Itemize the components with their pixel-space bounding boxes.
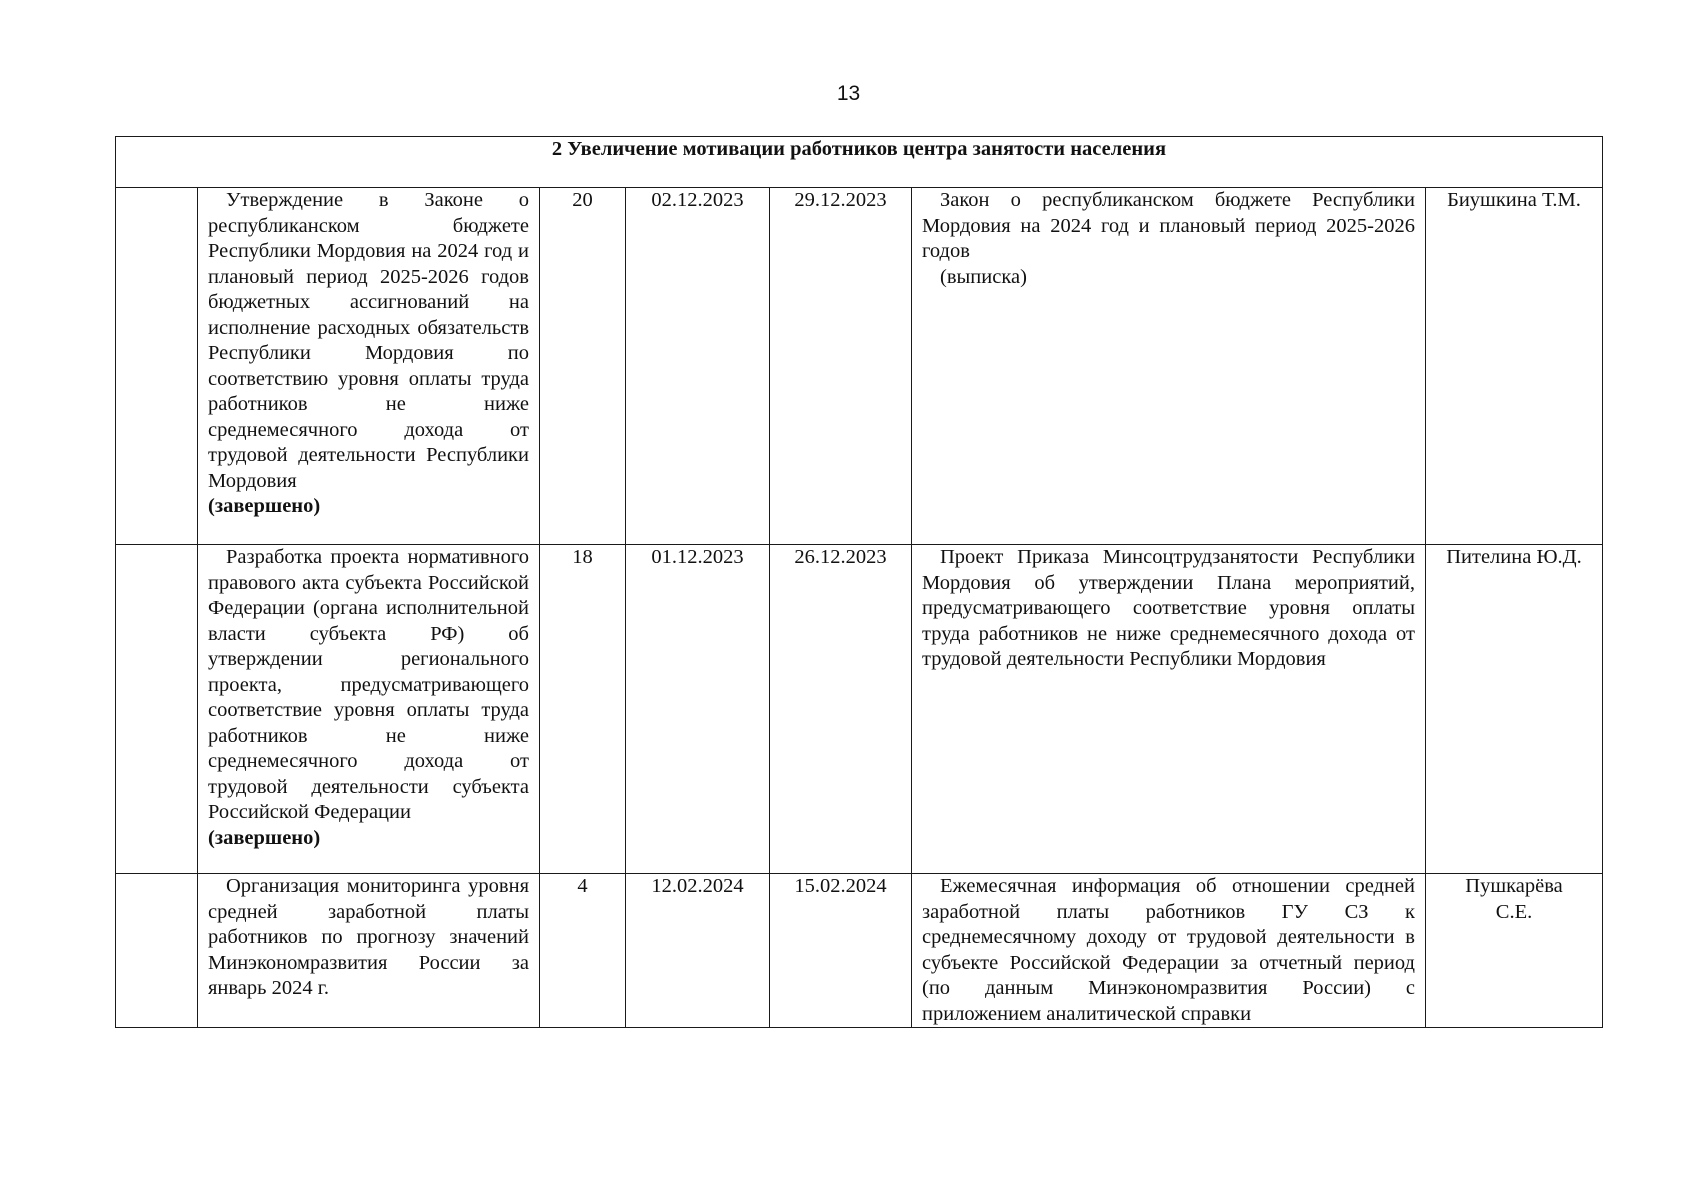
responsible-cell: Пителина Ю.Д.	[1426, 545, 1603, 874]
result-text: Ежемесячная информация об отношении средней заработной платы работников ГУ СЗ к среднемесячному доходу от трудовой деятельности в субъекте Российской Федерации за отчетный период (по данным Минэкономразвития России) с приложением аналитической справки	[922, 875, 1415, 1025]
row-number-cell	[116, 188, 198, 545]
task-cell	[198, 874, 540, 1028]
result-text: Закон о республиканском бюджете Республики Мордовия на 2024 год и плановый период 2025-2026 годов	[922, 189, 1415, 262]
result-cell	[912, 545, 1426, 874]
result-text: Проект Приказа Минсоцтрудзанятости Республики Мордовия об утверждении Плана мероприятий, предусматривающего соответствие уровня оплаты труда работников не ниже среднемесячного дохода от трудовой деятельности Республики Мордовия	[922, 546, 1415, 670]
end-date-cell: 26.12.2023	[770, 545, 912, 874]
table-row	[116, 188, 1603, 545]
task-text: Организация мониторинга уровня средней заработной платы работников по прогнозу значений Минэкономразвития России за январь 2024 г.	[208, 875, 529, 999]
page-number: 13	[836, 82, 861, 105]
duration-cell: 18	[540, 545, 626, 874]
start-date-cell: 01.12.2023	[626, 545, 770, 874]
task-text: Утверждение в Законе о республиканском бюджете Республики Мордовия на 2024 год и плановый период 2025-2026 годов бюджетных ассигнований на исполнение расходных обязательств Республики Мордовия по соответствию уровня оплаты труда работников не ниже среднемесячного дохода от трудовой деятельности Республики Мордовия	[208, 189, 529, 492]
result-cell	[912, 874, 1426, 1028]
plan-table	[115, 136, 1603, 1028]
responsible-cell: Биушкина Т.М.	[1426, 188, 1603, 545]
task-cell	[198, 545, 540, 874]
responsible-cell	[1426, 874, 1603, 1028]
result-note: (выписка)	[940, 265, 1027, 288]
duration-cell: 4	[540, 874, 626, 1028]
row-number-cell	[116, 545, 198, 874]
end-date-cell: 29.12.2023	[770, 188, 912, 545]
task-cell	[198, 188, 540, 545]
end-date-cell: 15.02.2024	[770, 874, 912, 1028]
section-title: 2 Увеличение мотивации работников центра занятости населения	[116, 137, 1603, 188]
task-status: (завершено)	[208, 826, 321, 849]
task-status: (завершено)	[208, 495, 321, 517]
duration-cell: 20	[540, 188, 626, 545]
section-header-row	[116, 137, 1603, 188]
task-text: Разработка проекта нормативного правового акта субъекта Российской Федерации (органа исполнительной власти субъекта РФ) об утверждении регионального проекта, предусматривающего соответствие уровня оплаты труда работников не ниже среднемесячного дохода от трудовой деятельности субъекта Российской Федерации	[208, 546, 529, 823]
start-date-cell: 02.12.2023	[626, 188, 770, 545]
start-date-cell: 12.02.2024	[626, 874, 770, 1028]
responsible-name: Пушкарёва С.Е.	[1465, 875, 1563, 923]
table-row	[116, 874, 1603, 1028]
row-number-cell	[116, 874, 198, 1028]
table-row	[116, 545, 1603, 874]
result-cell	[912, 188, 1426, 545]
